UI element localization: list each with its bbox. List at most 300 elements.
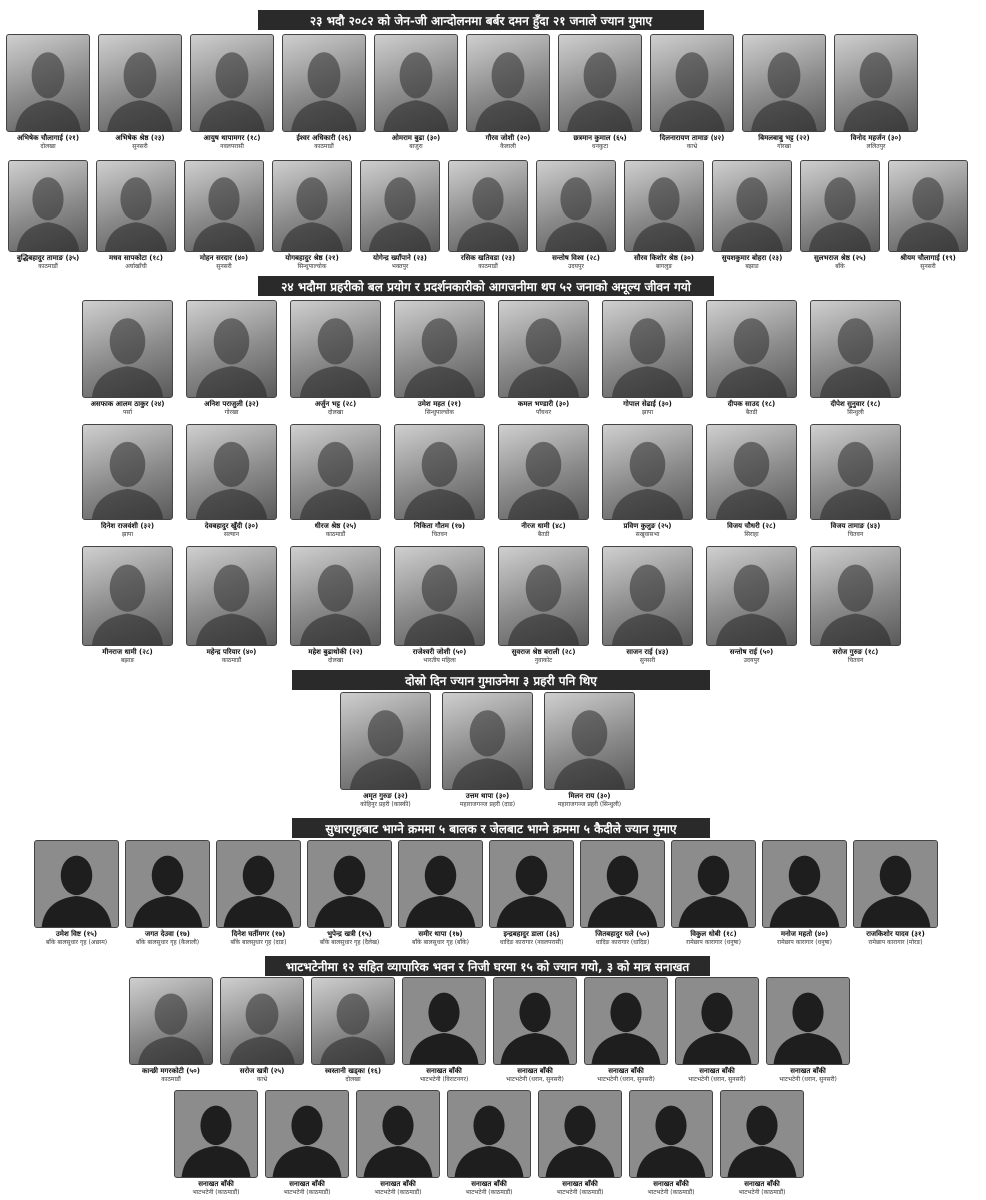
person-photo (498, 300, 589, 398)
section-2-row-3 (82, 546, 901, 665)
person-silhouette-icon (447, 1090, 531, 1178)
person-card (374, 34, 458, 151)
person-card (82, 424, 173, 539)
person-photo (82, 424, 173, 520)
person-card (98, 34, 182, 151)
person-place: दोलखा (327, 409, 344, 416)
person-silhouette-icon (398, 840, 483, 928)
person-silhouette-icon (853, 840, 938, 928)
person-place: बाँके (835, 263, 845, 270)
person-photo (602, 300, 693, 398)
person-name: सरोज खत्री (२५) (239, 1067, 285, 1075)
person-photo (810, 300, 901, 398)
person-photo (96, 160, 176, 252)
person-place: कोहिनुर प्रहरी (कास्की) (360, 801, 411, 808)
person-place: सुनसरी (216, 263, 232, 270)
person-card (442, 692, 533, 809)
person-name: दीपेश सुनुवार (१८) (830, 400, 881, 408)
person-place: काठमाडौं (314, 143, 334, 150)
person-card (712, 160, 792, 271)
person-card (307, 840, 392, 947)
person-photo (602, 424, 693, 520)
person-card (466, 34, 550, 151)
person-name: मोहन सरदार (४०) (199, 254, 249, 262)
section-1-row-2 (8, 160, 968, 271)
person-name: अभिषेक श्रेष्ठ (२३) (115, 134, 165, 142)
section-3-heading: दोस्रो दिन ज्यान गुमाउनेमा ३ प्रहरी पनि थिए (292, 670, 710, 690)
person-place: काभ्रे (686, 143, 698, 150)
person-card (356, 1090, 440, 1197)
person-silhouette-icon (489, 840, 574, 928)
section-2-row-1 (82, 300, 901, 417)
person-card (602, 424, 693, 539)
person-place: रामेछाप कारागार (मोरङ) (868, 939, 923, 946)
person-name: मिलन राय (३०) (568, 792, 611, 800)
person-silhouette-icon (580, 840, 665, 928)
section-2-row-2 (82, 424, 901, 539)
person-name: योगेन्द्र ख्याँपाने (२३) (373, 254, 427, 262)
person-name: प्रविण कुलुङ (२५) (623, 522, 672, 530)
section-5-heading: भाटभटेनीमा १२ सहित व्यापारिक भवन र निजी घरमा १५ को ज्यान गयो, ३ को मात्र सनाखत (265, 956, 710, 976)
person-name: देवबहादुर खुँदी (३०) (204, 522, 259, 530)
person-photo (340, 692, 431, 790)
person-card (706, 424, 797, 539)
person-place: भाटभटेनी (काठमाडौं) (192, 1189, 240, 1196)
person-card (544, 692, 635, 809)
person-card (125, 840, 210, 947)
person-place: उदयपुर (743, 657, 760, 664)
person-photo (311, 977, 395, 1065)
person-name: सनाखत बाँकी (699, 1067, 735, 1075)
person-silhouette-icon (720, 1090, 804, 1178)
person-place: नुवाकोट (534, 657, 553, 664)
person-photo (82, 300, 173, 398)
person-card (394, 300, 485, 417)
person-place: सुनसरी (639, 657, 656, 664)
person-card (888, 160, 968, 271)
person-name: विजय चौधरी (२८) (727, 522, 776, 530)
person-silhouette-icon (766, 977, 850, 1065)
person-name: उमेश महत (२१) (417, 400, 462, 408)
person-photo (186, 300, 277, 398)
person-place: भाटभटेनी (काठमाडौं) (647, 1189, 695, 1196)
person-name: गोपाल सेढाई (३०) (623, 400, 672, 408)
person-photo (394, 300, 485, 398)
person-place: काठमाडौं (478, 263, 498, 270)
person-card (340, 692, 431, 809)
person-card (82, 546, 173, 665)
person-card (671, 840, 756, 947)
person-place: रामेछाप कारागार (धनुषा) (777, 939, 832, 946)
person-name: राजकिशोर यादव (३१) (866, 930, 925, 938)
person-card (536, 160, 616, 271)
person-card (834, 34, 918, 151)
person-name: रसिक खतिवडा (२३) (460, 254, 516, 262)
person-place: भाटभटेनी (काठमाडौं) (283, 1189, 331, 1196)
person-card (538, 1090, 622, 1197)
person-place: भाटभटेनी (धरान, सुनसरी) (688, 1076, 746, 1083)
person-place: भाटभटेनी (विराटनगर) (419, 1076, 469, 1083)
person-photo (290, 546, 381, 646)
person-name: साजन राई (४३) (626, 648, 669, 656)
person-place: सिन्धुपाल्चोक (425, 409, 454, 416)
person-name: कमल भण्डारी (३०) (517, 400, 570, 408)
person-place: झापा (121, 531, 134, 538)
person-name: मधव सापकोटा (१८) (109, 254, 163, 262)
person-name: अभिषेक चौलागाई (२१) (16, 134, 80, 142)
person-place: काठमाडौं (325, 531, 346, 538)
person-card (216, 840, 301, 947)
person-card (624, 160, 704, 271)
person-place: भाटभटेनी (धरान, सुनसरी) (506, 1076, 564, 1083)
person-name: सनाखत बाँकी (517, 1067, 553, 1075)
person-name: जगत देउवा (१७) (145, 930, 190, 938)
person-name: छत्रमान कुमाल (६५) (573, 134, 627, 142)
person-place: बाँके बालसुधार गृह (बाँके) (412, 939, 469, 946)
person-card (800, 160, 880, 271)
person-name: गौरव जोशी (२०) (485, 134, 531, 142)
person-place: चितवन (431, 531, 448, 538)
person-photo (272, 160, 352, 252)
person-card (602, 300, 693, 417)
person-place: बाँके बालसुधार गृह (दाङ) (230, 939, 287, 946)
person-place: भाटभटेनी (धरान, सुनसरी) (779, 1076, 837, 1083)
person-card (96, 160, 176, 271)
person-name: दिलनारायण तामाङ (४२) (659, 134, 725, 142)
person-name: सनाखत बाँकी (380, 1180, 416, 1188)
person-silhouette-icon (629, 1090, 713, 1178)
person-place: बझाङ (120, 657, 135, 664)
person-name: सुलभराज श्रेष्ठ (२५) (814, 254, 866, 262)
person-name: बिमलबाबु भट्ट (२२) (758, 134, 810, 142)
section-1-row-1 (6, 34, 918, 151)
section-5-row-2 (174, 1090, 804, 1197)
person-card (853, 840, 938, 947)
person-place: बाजुरा (409, 143, 423, 150)
person-card (650, 34, 734, 151)
person-place: महाराजगञ्ज प्रहरी (दाङ) (459, 801, 516, 808)
person-photo (706, 424, 797, 520)
person-place: बागलुङ (655, 263, 673, 270)
person-photo (220, 977, 304, 1065)
person-name: मनोज महतो (४०) (780, 930, 829, 938)
person-name: सरोज गुरुङ (१८) (832, 648, 879, 656)
person-place: गोरखा (777, 143, 791, 150)
person-photo (442, 692, 533, 790)
person-name: सनाखत बाँकी (653, 1180, 689, 1188)
person-place: बझाङ (745, 263, 759, 270)
person-card (498, 424, 589, 539)
person-name: राजेश्वरी जोशी (५०) (412, 648, 467, 656)
person-name: दिनेश घर्तीमगर (१७) (231, 930, 286, 938)
person-silhouette-icon (675, 977, 759, 1065)
person-silhouette-icon (538, 1090, 622, 1178)
person-place: काठमाडौं (221, 657, 242, 664)
person-place: सुनसरी (920, 263, 936, 270)
section-2-heading: २४ भदौमा प्रहरीको बल प्रयोग र प्रदर्शनकारीको आगजनीमा थप ५२ जनाको अमूल्य जीवन गयो (258, 276, 714, 296)
person-place: धनकुटा (591, 143, 609, 150)
person-card (272, 160, 352, 271)
person-card (220, 977, 304, 1084)
person-name: योगबहादुर श्रेष्ठ (२१) (285, 254, 339, 262)
person-place: पाँचथर (535, 409, 552, 416)
person-photo (98, 34, 182, 132)
person-photo (374, 34, 458, 132)
person-place: भाटभटेनी (काठमाडौं) (738, 1189, 786, 1196)
person-name: सनाखत बाँकी (471, 1180, 507, 1188)
person-name: ईश्वर अधिकारी (२६) (296, 134, 352, 142)
person-place: भाटभटेनी (धरान, सुनसरी) (597, 1076, 655, 1083)
person-silhouette-icon (307, 840, 392, 928)
person-photo (184, 160, 264, 252)
person-place: धादिङ कारागार (नवलपरासी) (499, 939, 564, 946)
person-card (190, 34, 274, 151)
person-card (82, 300, 173, 417)
person-card (584, 977, 668, 1084)
person-place: भारतीय महिला (423, 657, 456, 664)
person-name: कान्छी मगरकोटी (५०) (142, 1067, 200, 1075)
person-card (447, 1090, 531, 1197)
person-name: अर्जुन भट्ट (२८) (314, 400, 357, 408)
person-photo (290, 424, 381, 520)
person-place: सिन्धुपाल्चोक (297, 263, 327, 270)
person-place: अर्घाखाँची (125, 263, 147, 270)
person-place: बाँके बालसुधार गृह (कैलाली) (135, 939, 200, 946)
person-name: जितबहादुर घले (५०) (595, 930, 650, 938)
person-photo (602, 546, 693, 646)
section-4-row-1 (34, 840, 938, 947)
person-place: नवलपरासी (220, 143, 244, 150)
person-place: दोलखा (40, 143, 56, 150)
person-card (360, 160, 440, 271)
person-place: बैतडी (537, 531, 550, 538)
person-card (720, 1090, 804, 1197)
person-card (448, 160, 528, 271)
person-name: आयुष थापामगर (१८) (203, 134, 261, 142)
person-name: विकुल धोबी (१८) (690, 930, 737, 938)
person-place: सिन्धुली (847, 409, 864, 416)
person-place: गोरखा (224, 409, 239, 416)
section-3-row-1 (340, 692, 635, 809)
person-place: चितवन (847, 657, 864, 664)
person-place: भक्तपुर (391, 263, 409, 270)
person-name: सनाखत बाँकी (562, 1180, 598, 1188)
person-card (129, 977, 213, 1084)
person-photo (282, 34, 366, 132)
person-photo (82, 546, 173, 646)
person-place: भाटभटेनी (काठमाडौं) (465, 1189, 513, 1196)
person-card (394, 546, 485, 665)
section-4-heading: सुधारगृहबाट भाग्ने क्रममा ५ बालक र जेलबाट भाग्ने क्रममा ५ कैदीले ज्यान गुमाए (292, 818, 710, 838)
person-card (186, 546, 277, 665)
person-place: सिराहा (744, 531, 759, 538)
person-silhouette-icon (125, 840, 210, 928)
person-card (290, 300, 381, 417)
person-place: बाँके बालसुधार गृह (अछाम) (45, 939, 108, 946)
person-place: पर्सा (122, 409, 133, 416)
person-place: दोलखा (345, 1076, 361, 1083)
person-card (184, 160, 264, 271)
person-name: निकिता गौतम (१७) (413, 522, 466, 530)
person-card (498, 546, 589, 665)
person-photo (834, 34, 918, 132)
person-place: धादिङ कारागार (धादिङ) (595, 939, 650, 946)
person-name: स्वस्तानी खड्का (१६) (324, 1067, 382, 1075)
person-silhouette-icon (356, 1090, 440, 1178)
person-card (6, 34, 90, 151)
person-photo (712, 160, 792, 252)
person-card (810, 546, 901, 665)
person-card (398, 840, 483, 947)
person-card (290, 424, 381, 539)
person-name: अमृत गुरुङ (३२) (363, 792, 408, 800)
person-card (706, 300, 797, 417)
person-photo (742, 34, 826, 132)
person-place: सखुवासभा (635, 531, 660, 538)
person-card (629, 1090, 713, 1197)
person-name: सुयशकुमार बोहरा (२३) (721, 254, 783, 262)
person-card (186, 300, 277, 417)
person-card (174, 1090, 258, 1197)
person-place: कैलाली (500, 143, 516, 150)
person-photo (498, 424, 589, 520)
person-place: बैतडी (745, 409, 758, 416)
person-name: सुवराज श्रेष्ठ बराली (२८) (511, 648, 576, 656)
person-photo (448, 160, 528, 252)
person-name: समीर थापा (१७) (418, 930, 463, 938)
person-photo (544, 692, 635, 790)
person-name: सनाखत बाँकी (426, 1067, 462, 1075)
person-place: काठमाडौं (161, 1076, 181, 1083)
person-place: दोलखा (327, 657, 344, 664)
person-silhouette-icon (402, 977, 486, 1065)
person-silhouette-icon (584, 977, 668, 1065)
person-card (675, 977, 759, 1084)
person-photo (6, 34, 90, 132)
person-card (580, 840, 665, 947)
person-name: असफाक आलम ठाकुर (२४) (90, 400, 165, 408)
person-photo (706, 546, 797, 646)
person-name: बुद्धिबहादुर तामाङ (३५) (16, 254, 80, 262)
person-name: ओमराम बुढा (३०) (391, 134, 441, 142)
person-place: सुनसरी (132, 143, 148, 150)
person-place: चितवन (847, 531, 864, 538)
person-photo (186, 546, 277, 646)
person-place: बाँके बालसुधार गृह (दैलेख) (319, 939, 380, 946)
person-photo (394, 424, 485, 520)
person-card (493, 977, 577, 1084)
person-place: महाराजगञ्ज प्रहरी (सिन्धुली) (557, 801, 622, 808)
person-card (498, 300, 589, 417)
section-5-row-1 (129, 977, 850, 1084)
person-photo (186, 424, 277, 520)
person-place: रामेछाप कारागार (धनुषा) (686, 939, 741, 946)
person-card (742, 34, 826, 151)
person-card (282, 34, 366, 151)
person-card (290, 546, 381, 665)
person-photo (290, 300, 381, 398)
person-photo (888, 160, 968, 252)
person-card (34, 840, 119, 947)
person-silhouette-icon (265, 1090, 349, 1178)
person-photo (360, 160, 440, 252)
person-name: धीरज श्रेष्ठ (२५) (314, 522, 357, 530)
person-photo (466, 34, 550, 132)
person-photo (810, 424, 901, 520)
person-card (762, 840, 847, 947)
person-name: महेन्द्र परियार (४०) (206, 648, 257, 656)
person-photo (536, 160, 616, 252)
person-card (766, 977, 850, 1084)
person-place: झापा (641, 409, 654, 416)
person-card (186, 424, 277, 539)
person-photo (498, 546, 589, 646)
person-name: उत्तम थापा (३०) (465, 792, 510, 800)
person-name: सनाखत बाँकी (289, 1180, 325, 1188)
person-place: सल्यान (223, 531, 240, 538)
section-1-heading: २३ भदौ २०८२ को जेन-जी आन्दोलनमा बर्बर दमन हुँदा २१ जनाले ज्यान गुमाए (258, 10, 704, 30)
person-card (265, 1090, 349, 1197)
person-photo (650, 34, 734, 132)
person-place: उदयपुर (568, 263, 584, 270)
person-place: काठमाडौं (38, 263, 58, 270)
person-card (8, 160, 88, 271)
person-name: विनोद महर्जन (३०) (850, 134, 902, 142)
person-photo (558, 34, 642, 132)
person-place: काभ्रे (256, 1076, 268, 1083)
person-name: महेश बुढाथोकी (२२) (308, 648, 363, 656)
person-silhouette-icon (34, 840, 119, 928)
person-name: नीरज धामी (४८) (521, 522, 566, 530)
person-name: सनाखत बाँकी (608, 1067, 644, 1075)
person-name: अनिश पराजुली (३२) (204, 400, 259, 408)
person-photo (706, 300, 797, 398)
person-photo (394, 546, 485, 646)
person-photo (624, 160, 704, 252)
person-name: सन्तोष विश्व (२८) (552, 254, 600, 262)
person-silhouette-icon (493, 977, 577, 1065)
person-photo (800, 160, 880, 252)
person-name: श्रीयम चौलागाई (१९) (900, 254, 956, 262)
person-card (706, 546, 797, 665)
person-name: इन्द्रबहादुर डाला (३६) (503, 930, 560, 938)
person-name: उमेश विष्ट (१५) (55, 930, 98, 938)
person-name: सनाखत बाँकी (744, 1180, 780, 1188)
person-place: भाटभटेनी (काठमाडौं) (374, 1189, 422, 1196)
person-name: सौरव किशोर श्रेष्ठ (३०) (634, 254, 694, 262)
person-name: दीपक साउद (१८) (727, 400, 776, 408)
person-card (602, 546, 693, 665)
person-photo (8, 160, 88, 252)
person-silhouette-icon (216, 840, 301, 928)
person-card (558, 34, 642, 151)
person-card (810, 424, 901, 539)
person-silhouette-icon (671, 840, 756, 928)
person-name: सनाखत बाँकी (198, 1180, 234, 1188)
person-card (311, 977, 395, 1084)
person-name: सनाखत बाँकी (790, 1067, 826, 1075)
person-card (394, 424, 485, 539)
person-place: ललितपुर (866, 143, 886, 150)
person-name: भुपेन्द्र खत्री (१५) (327, 930, 372, 938)
person-photo (810, 546, 901, 646)
person-place: भाटभटेनी (काठमाडौं) (556, 1189, 604, 1196)
person-photo (190, 34, 274, 132)
person-card (810, 300, 901, 417)
person-card (489, 840, 574, 947)
person-name: विजय तामाङ (४३) (830, 522, 881, 530)
person-card (402, 977, 486, 1084)
